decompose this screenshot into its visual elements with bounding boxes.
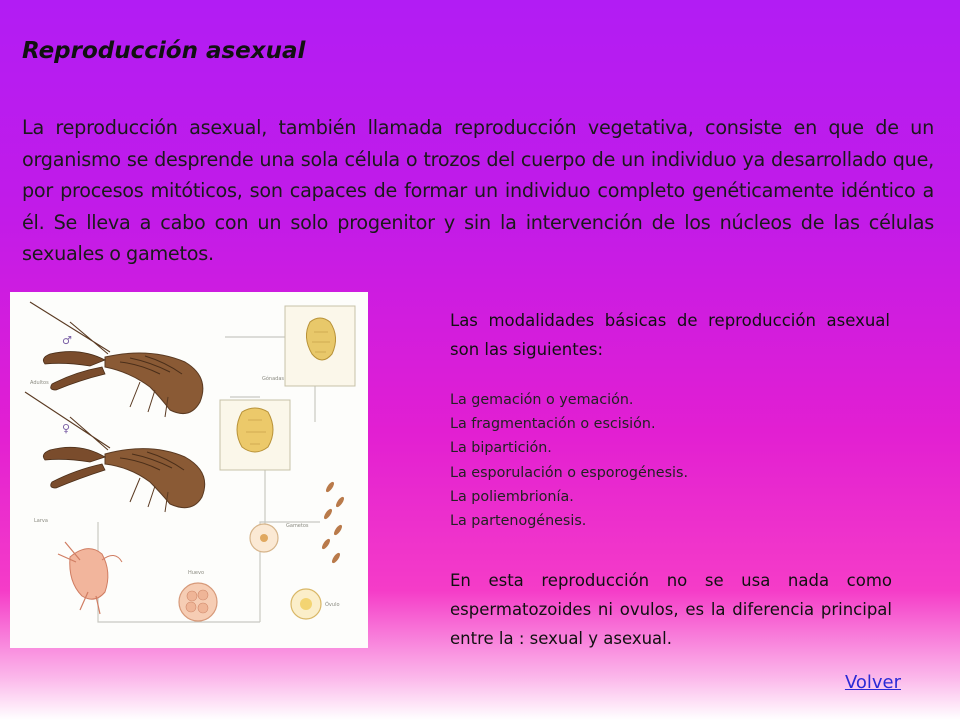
male-crayfish-icon (30, 302, 203, 417)
male-symbol-icon: ♂ (62, 334, 72, 347)
closing-paragraph: En esta reproducción no se usa nada como espermatozoides ni ovulos, es la diferencia principal entre la : sexual y asexual. (450, 571, 892, 648)
gonad-label: Gónadas (262, 376, 285, 382)
adult-label: Adultos (30, 380, 49, 386)
list-item: La poliembrionía. (450, 488, 574, 505)
female-symbol-icon: ♀ (62, 422, 71, 435)
page-title: Reproducción asexual (22, 38, 306, 64)
embryo-label: Huevo (188, 570, 205, 576)
intro-paragraph: La reproducción asexual, también llamada reproducción vegetativa, consiste en que de un organismo se desprende una sola célula o trozos del cuerpo de un individuo ya desarrollado que, por procesos mitóticos, son capaces de formar un individuo completo genéticamente idéntico a él. Se lleva a cabo con un solo progenitor y sin la intervención de los núcleos de las células sexuales o gametos. (22, 116, 934, 265)
list-item: La gemación o yemación. (450, 392, 634, 408)
larva-icon (58, 542, 122, 614)
larva-label: Larva (34, 518, 48, 524)
egg-label: Óvulo (325, 602, 340, 608)
list-item: La fragmentación o escisión. (450, 416, 656, 433)
list-item: La esporulación o esporogénesis. (450, 464, 689, 481)
modalities-intro: Las modalidades básicas de reproducción asexual son las siguientes: (450, 311, 890, 359)
embryo-icon (179, 583, 217, 621)
back-link[interactable]: Volver (844, 672, 901, 693)
sperm-icon (321, 481, 346, 565)
gamete-label: Gametos (286, 523, 309, 529)
list-item: La partenogénesis. (450, 513, 587, 530)
list-item: La bipartición. (450, 440, 552, 457)
modalities-list (450, 388, 890, 533)
crayfish-life-cycle-figure (10, 292, 368, 648)
